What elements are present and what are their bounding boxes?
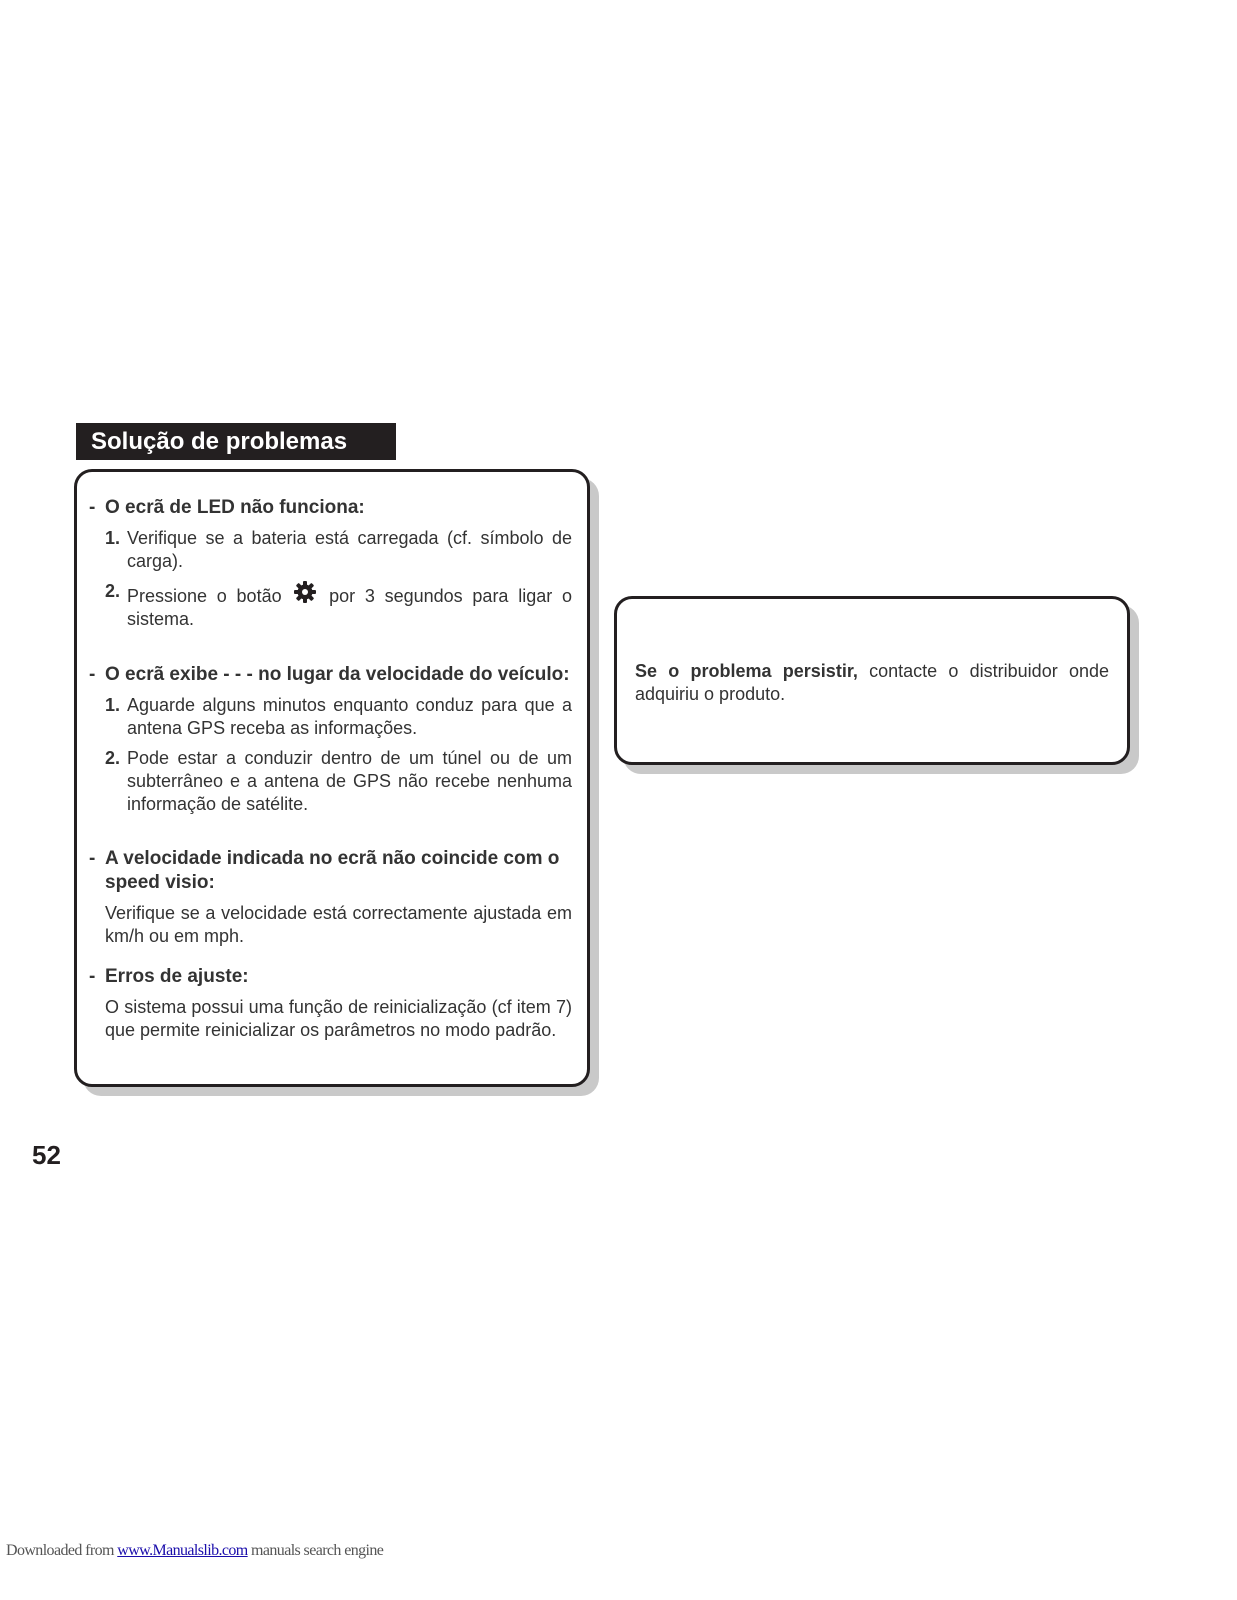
list-item	[89, 694, 572, 740]
section-text: O sistema possui uma função de reinicialização (cf item 7) que permite reinicializar os parâmetros no modo padrão.	[105, 997, 572, 1040]
section-gps	[89, 663, 572, 816]
item-text-before: Pressione o botão	[127, 586, 282, 606]
list-item	[89, 527, 572, 573]
item-number: 1.	[105, 528, 121, 548]
item-text: Aguarde alguns minutos enquanto conduz para que a antena GPS receba as informações.	[127, 695, 572, 738]
dash-bullet: -	[89, 966, 96, 987]
gear-icon	[293, 580, 317, 604]
section-text: Verifique se a velocidade está correctamente ajustada em km/h ou em mph.	[105, 903, 572, 946]
item-text: Pode estar a conduzir dentro de um túnel ou de um subterrâneo e a antena de GPS não recebe nenhuma informação de satélite.	[127, 748, 572, 814]
dash-bullet: -	[89, 848, 96, 869]
side-note-box	[614, 596, 1130, 765]
list-item	[89, 580, 572, 631]
item-text-after: por 3 segundos para ligar o sistema.	[127, 586, 572, 629]
footer-prefix: Downloaded from	[6, 1542, 118, 1559]
item-text: Verifique se a bateria está carregada (cf. símbolo de carga).	[127, 528, 572, 571]
section-heading: A velocidade indicada no ecrã não coincide com o speed visio:	[105, 848, 560, 893]
dash-bullet: -	[89, 497, 96, 518]
side-note-bold: Se o problema persistir,	[635, 661, 858, 681]
item-number: 2.	[105, 748, 121, 768]
section-title: Solução de problemas	[76, 423, 396, 460]
section-heading: Erros de ajuste:	[105, 966, 249, 987]
section-heading: O ecrã de LED não funciona:	[105, 497, 365, 518]
section-speed-mismatch	[89, 847, 572, 948]
footer-link[interactable]: www.Manualslib.com	[117, 1542, 248, 1559]
page-number: 52	[32, 1140, 61, 1170]
section-setting-errors	[89, 965, 572, 1042]
troubleshooting-box	[74, 469, 590, 1087]
side-note	[635, 660, 1109, 706]
item-number: 1.	[105, 695, 121, 715]
section-heading: O ecrã exibe - - - no lugar da velocidade do veículo:	[105, 664, 570, 685]
section-led-screen	[89, 496, 572, 631]
item-number: 2.	[105, 581, 121, 601]
side-note-text: contacte o distribuidor onde adquiriu o produto.	[635, 661, 1109, 704]
dash-bullet: -	[89, 664, 96, 685]
footer	[6, 1542, 383, 1560]
list-item	[89, 747, 572, 816]
footer-suffix: manuals search engine	[247, 1542, 384, 1559]
